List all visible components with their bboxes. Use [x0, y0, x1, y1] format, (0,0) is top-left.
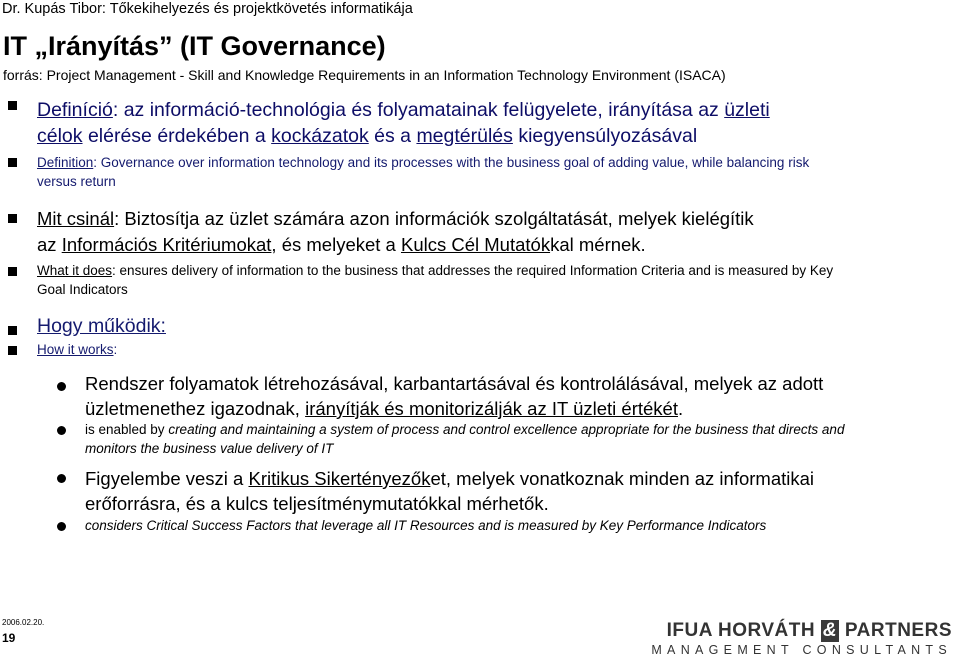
definition-hu-text: : az információ-technológia és folyamatainak felügyelete, irányítása az	[112, 99, 725, 121]
logo-text-b: PARTNERS	[844, 620, 952, 641]
definition-hu-text3: és a	[368, 125, 417, 147]
bullet-square-icon	[8, 158, 17, 167]
definition-en-text: : Governance over information technology and its processes with the business goal of adding value, while balancing risk	[93, 155, 810, 170]
how-item-2-text: is enabled by	[85, 422, 169, 437]
logo-subtitle: MANAGEMENT CONSULTANTS	[651, 643, 952, 657]
logo-text-a: IFUA HORVÁTH	[666, 620, 816, 641]
what-en	[37, 261, 833, 299]
definition-hu-link-celok: célok	[37, 125, 83, 147]
how-item-2-italic: creating and maintaining a system of process and control excellence appropriate for the business that directs and	[168, 422, 845, 437]
page-subtitle: forrás: Project Management - Skill and Knowledge Requirements in an Information Technology Environment (ISACA)	[3, 67, 726, 83]
what-hu-link-kulcs-cel: Kulcs Cél Mutatók	[400, 234, 551, 255]
bullet-square-icon	[8, 267, 17, 276]
definition-hu-link-megterules: megtérülés	[416, 125, 513, 147]
how-item-3-text2: et, melyek vonatkoznak minden az informatikai	[430, 468, 815, 489]
how-en-colon: :	[113, 342, 118, 357]
what-hu-text3: , és melyeket a	[271, 234, 401, 255]
how-hu	[37, 313, 166, 339]
how-item-3-text3: erőforrásra, és a kulcs teljesítménymutatókkal mérhetők.	[85, 493, 549, 514]
how-item-2	[85, 420, 844, 458]
what-en-label: What it does	[37, 263, 113, 278]
bullet-dot-icon	[57, 426, 66, 435]
what-hu	[37, 206, 754, 258]
what-hu-text: : Biztosítja az üzlet számára azon információk szolgáltatását, melyek kielégítik	[114, 208, 754, 229]
definition-hu-text4: kiegyensúlyozásával	[512, 125, 698, 147]
page-title: IT „Irányítás” (IT Governance)	[3, 31, 386, 61]
definition-en-text2: versus return	[37, 174, 116, 189]
how-en-label: How it works	[37, 342, 114, 357]
how-item-4-text: considers Critical Success Factors that leverage all IT Resources and is measured by Key Performance Indicators	[85, 518, 767, 533]
definition-en	[37, 153, 809, 191]
bullet-square-icon	[8, 101, 17, 110]
what-hu-label: Mit csinál	[37, 208, 115, 229]
bullet-square-icon	[8, 326, 17, 335]
bullet-square-icon	[8, 214, 17, 223]
header-text: Dr. Kupás Tibor: Tőkekihelyezés és projektkövetés informatikája	[2, 1, 413, 17]
definition-hu-link-kockazatok: kockázatok	[271, 125, 369, 147]
how-item-3-link: Kritikus Sikertényezők	[248, 468, 431, 489]
definition-hu-link-uzleti: üzleti	[724, 99, 770, 121]
how-item-3-text: Figyelembe veszi a	[85, 468, 249, 489]
how-item-4	[85, 516, 766, 535]
definition-en-label: Definition	[37, 155, 94, 170]
how-item-1-text3: .	[677, 398, 684, 419]
bullet-square-icon	[8, 346, 17, 355]
what-en-text2: Goal Indicators	[37, 282, 128, 297]
company-logo	[651, 620, 952, 657]
what-en-text: : ensures delivery of information to the business that addresses the required Information Criteria and is measured by Key	[112, 263, 834, 278]
how-item-3	[85, 466, 814, 516]
what-hu-text2: az	[37, 234, 62, 255]
footer-date: 2006.02.20.	[2, 618, 45, 627]
bullet-dot-icon	[57, 382, 66, 391]
how-item-1-link: irányítják és monitorizálják az IT üzleti értékét	[305, 398, 678, 419]
how-item-1-text: Rendszer folyamatok létrehozásával, karbantartásával és kontrolálásával, melyek az adott	[85, 373, 824, 394]
definition-hu-label: Definíció	[37, 99, 113, 121]
definition-hu	[37, 97, 770, 149]
logo-ampersand: &	[822, 620, 838, 641]
bullet-dot-icon	[57, 522, 66, 531]
page-number: 19	[2, 631, 16, 645]
how-item-1-text2: üzletmenethez igazodnak,	[85, 398, 306, 419]
how-en	[37, 340, 117, 359]
what-hu-text4: kal mérnek.	[550, 234, 646, 255]
how-item-2-italic2: monitors the business value delivery of IT	[85, 441, 334, 456]
how-item-1	[85, 371, 823, 421]
how-hu-label: Hogy működik:	[37, 315, 166, 337]
what-hu-link-kriteriumok: Információs Kritériumokat	[61, 234, 272, 255]
definition-hu-text2: elérése érdekében a	[82, 125, 272, 147]
bullet-dot-icon	[57, 474, 66, 483]
